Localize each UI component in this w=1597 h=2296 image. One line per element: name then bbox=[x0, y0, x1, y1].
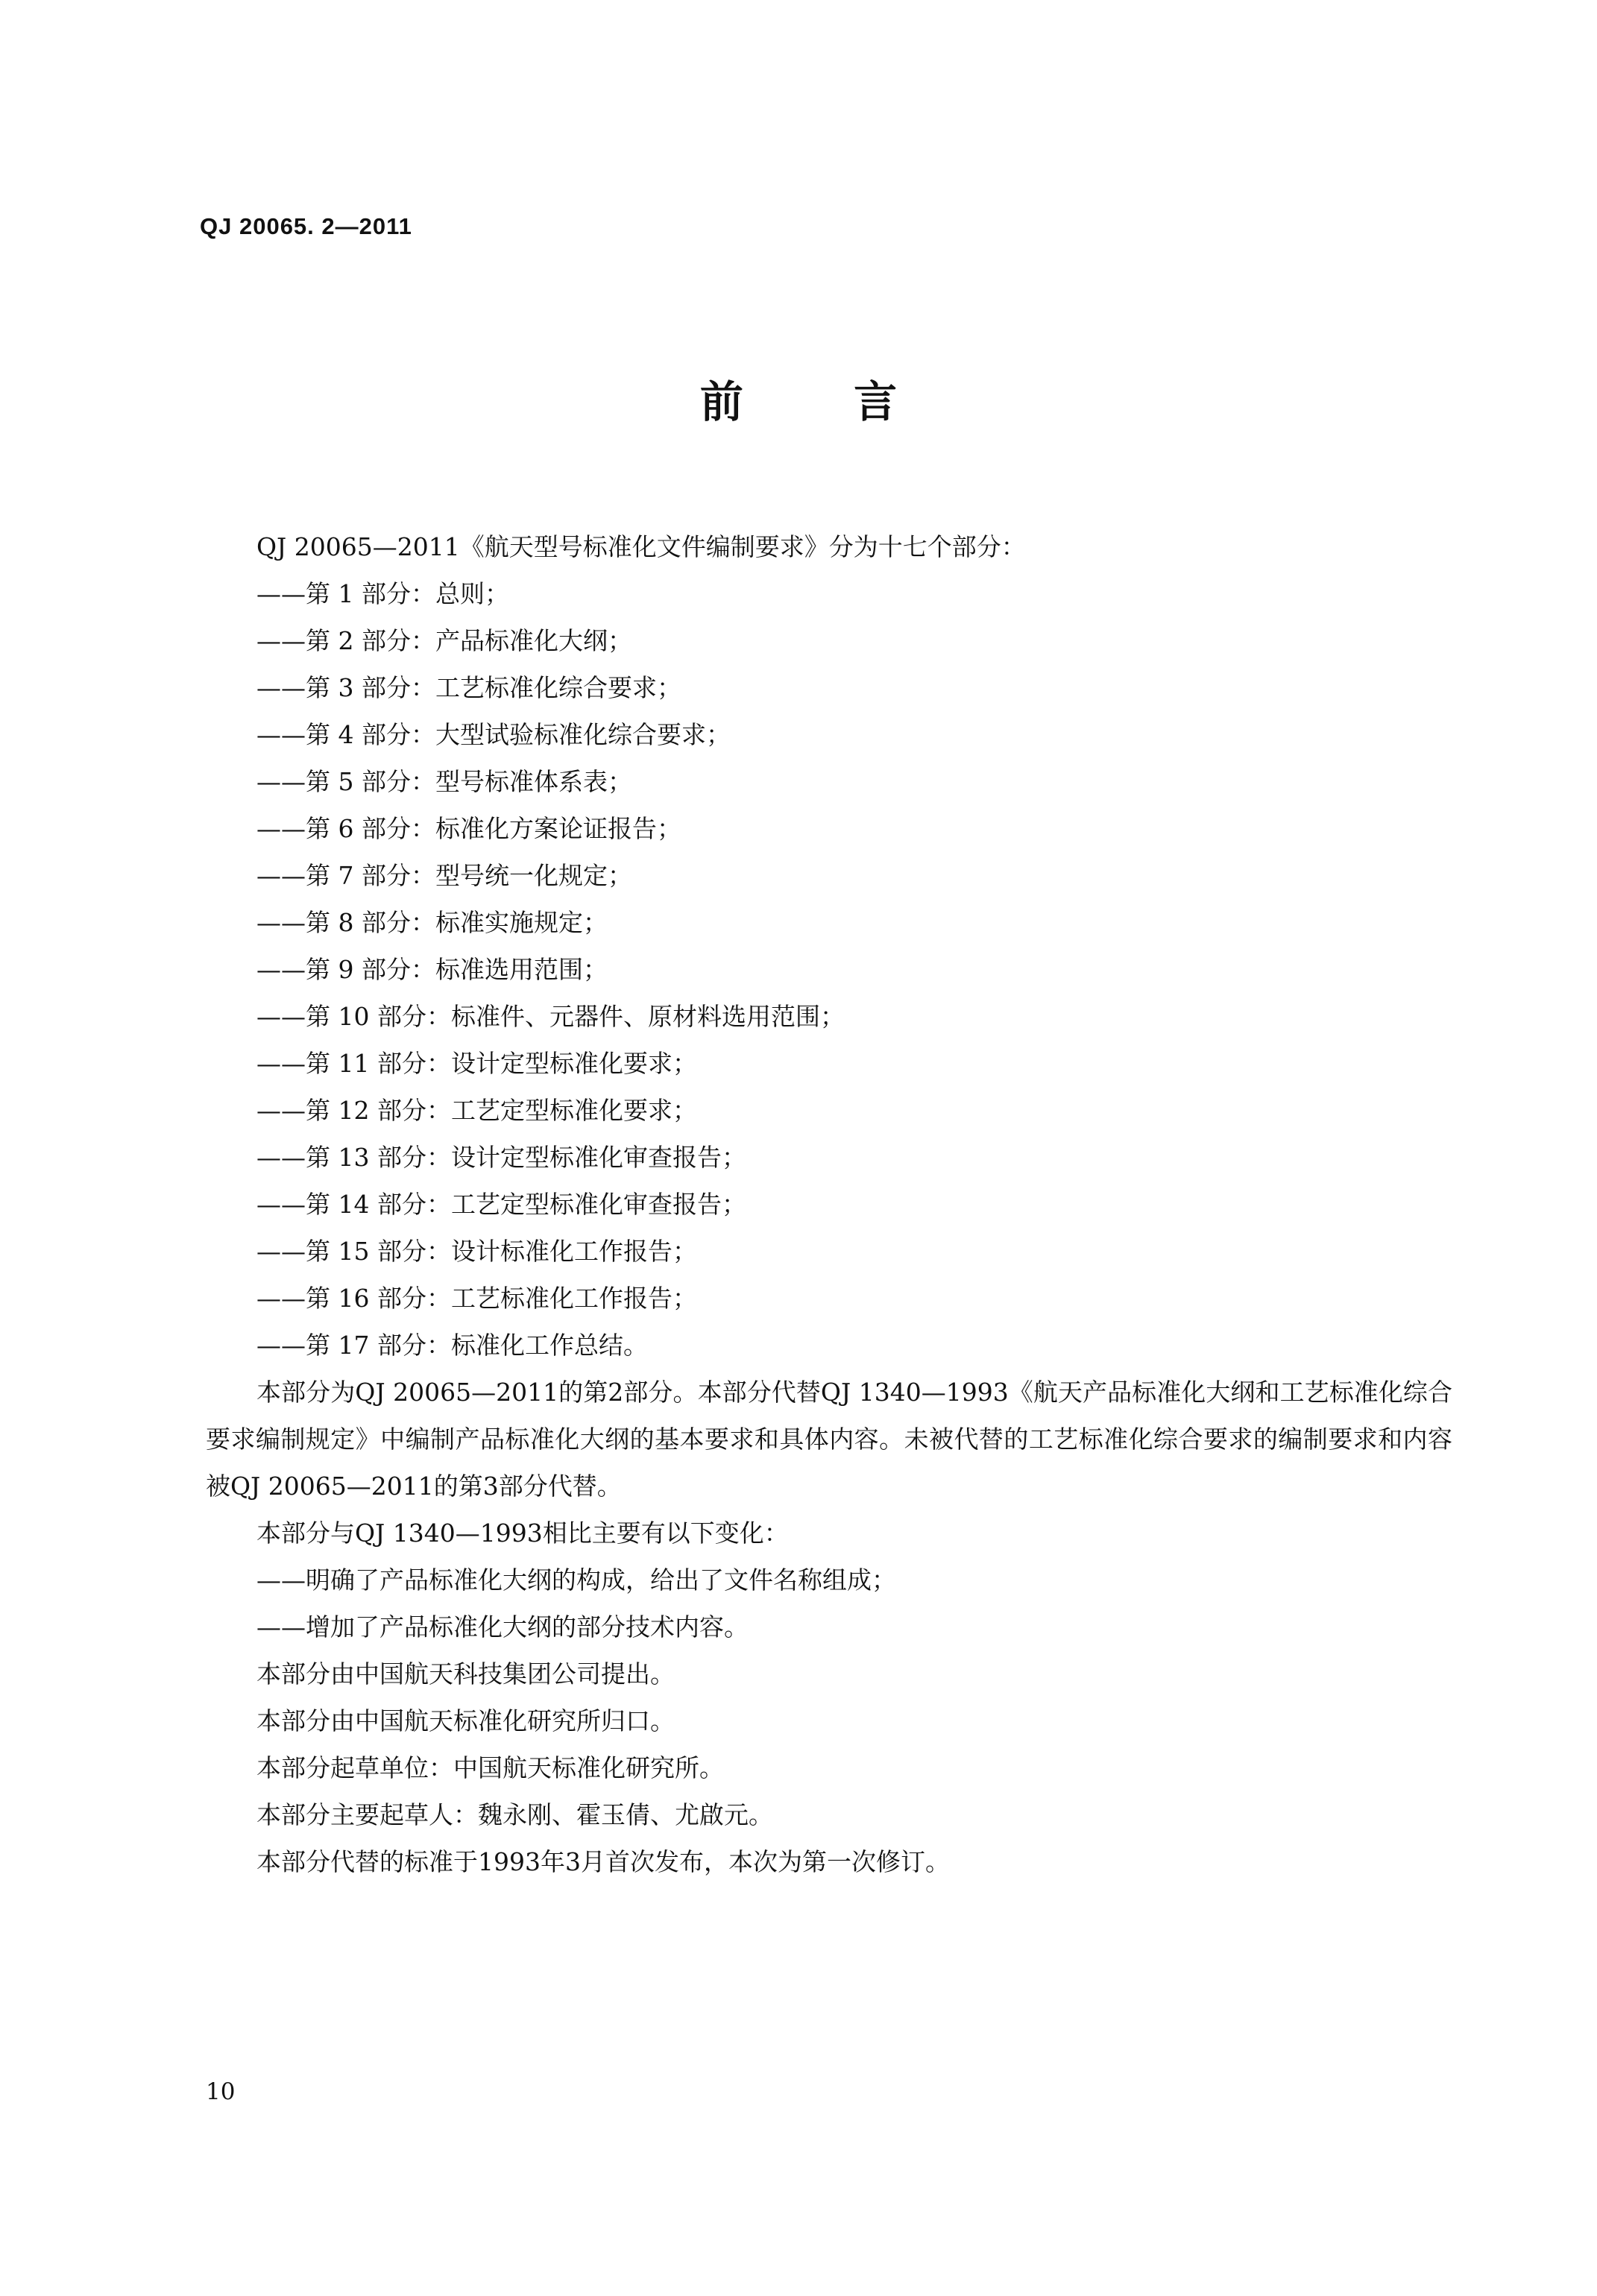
standard-code-header: QJ 20065. 2—2011 bbox=[200, 213, 412, 239]
foreword-body bbox=[206, 523, 1452, 1885]
replacement-paragraph: 本部分为QJ 20065—2011的第2部分。本部分代替QJ 1340—1993《航天产品标准化大纲和工艺标准化综合要求编制规定》中编制产品标准化大纲的基本要求和具体内容。未被代替的工艺标准化综合要求的编制要求和内容被QJ 20065—2011的第3部分代替。 bbox=[206, 1378, 1452, 1501]
list-item: ——第 14 部分：工艺定型标准化审查报告； bbox=[256, 1190, 746, 1219]
list-item: ——第 8 部分：标准实施规定； bbox=[256, 908, 608, 937]
list-item: ——第 1 部分：总则； bbox=[256, 579, 509, 608]
history-note: 本部分代替的标准于1993年3月首次发布，本次为第一次修订。 bbox=[256, 1847, 950, 1876]
list-item: ——明确了产品标准化大纲的构成，给出了文件名称组成； bbox=[256, 1565, 896, 1595]
parts-list bbox=[206, 570, 1452, 1369]
list-item: ——第 9 部分：标准选用范围； bbox=[256, 955, 608, 984]
list-item: ——增加了产品标准化大纲的部分技术内容。 bbox=[256, 1612, 749, 1641]
changes-intro: 本部分与QJ 1340—1993相比主要有以下变化： bbox=[256, 1518, 789, 1548]
drafting-unit: 本部分起草单位：中国航天标准化研究所。 bbox=[256, 1753, 724, 1782]
list-item: ——第 17 部分：标准化工作总结。 bbox=[256, 1331, 648, 1360]
list-item: ——第 2 部分：产品标准化大纲； bbox=[256, 626, 632, 655]
list-item: ——第 16 部分：工艺标准化工作报告； bbox=[256, 1284, 697, 1313]
list-item: ——第 5 部分：型号标准体系表； bbox=[256, 767, 632, 796]
list-item: ——第 12 部分：工艺定型标准化要求； bbox=[256, 1096, 697, 1125]
list-item: ——第 3 部分：工艺标准化综合要求； bbox=[256, 673, 681, 702]
list-item: ——第 15 部分：设计标准化工作报告； bbox=[256, 1237, 697, 1266]
proposed-by: 本部分由中国航天科技集团公司提出。 bbox=[256, 1659, 675, 1688]
page-title: 前 言 bbox=[699, 376, 945, 427]
list-item: ——第 4 部分：大型试验标准化综合要求； bbox=[256, 720, 731, 749]
list-item: ——第 7 部分：型号统一化规定； bbox=[256, 861, 632, 890]
page-number: 10 bbox=[206, 2078, 236, 2105]
list-item: ——第 13 部分：设计定型标准化审查报告； bbox=[256, 1143, 746, 1172]
list-item: ——第 6 部分：标准化方案论证报告； bbox=[256, 814, 681, 843]
list-item: ——第 10 部分：标准件、元器件、原材料选用范围； bbox=[256, 1002, 845, 1031]
intro-paragraph: QJ 20065—2011《航天型号标准化文件编制要求》分为十七个部分： bbox=[256, 532, 1026, 561]
drafters: 本部分主要起草人：魏永刚、霍玉倩、尤啟元。 bbox=[256, 1800, 773, 1829]
list-item: ——第 11 部分：设计定型标准化要求； bbox=[256, 1049, 697, 1078]
centralized-by: 本部分由中国航天标准化研究所归口。 bbox=[256, 1706, 675, 1735]
changes-list bbox=[206, 1557, 1452, 1650]
